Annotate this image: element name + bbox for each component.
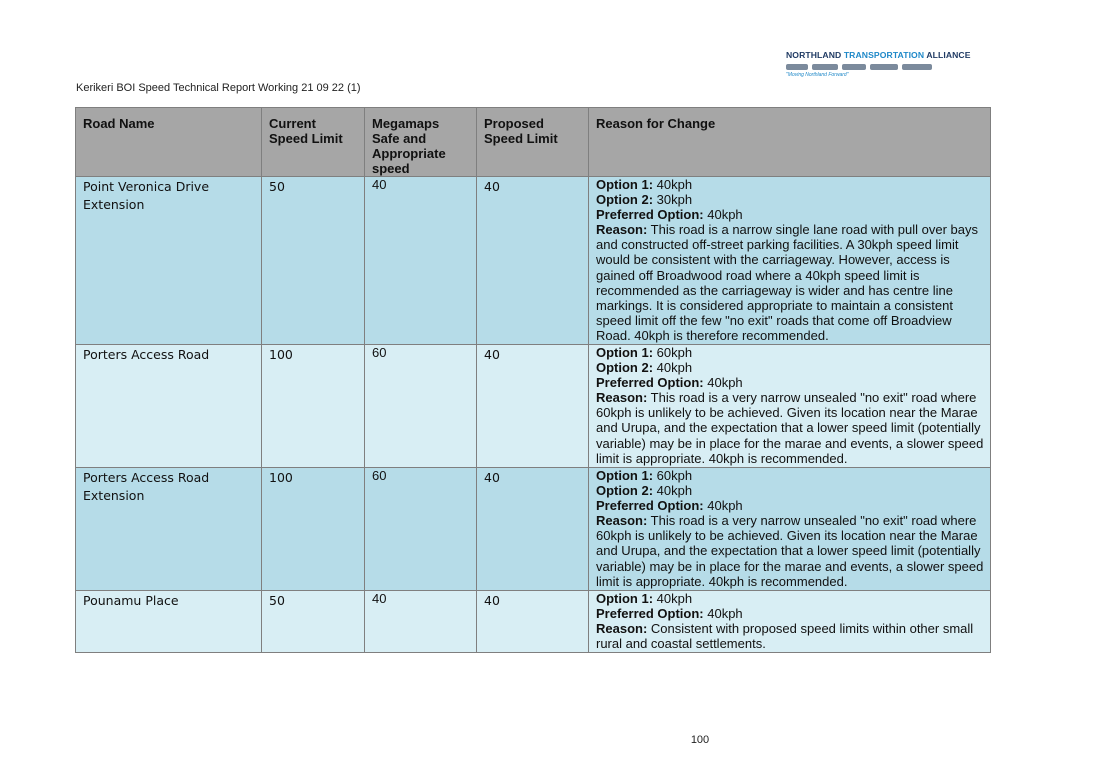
header-current-speed-limit: Current Speed Limit — [262, 108, 365, 177]
option-2-line: Option 2: 30kph — [596, 192, 693, 208]
option-1-line: Option 1: 60kph — [596, 468, 693, 483]
proposed-speed-cell: 40 — [477, 345, 589, 468]
preferred-option-line: Preferred Option: 40kph — [596, 207, 743, 223]
current-speed-cell: 50 — [262, 177, 365, 345]
header-road-name: Road Name — [76, 108, 262, 177]
document-title: Kerikeri BOI Speed Technical Report Working 21 09 22 (1) — [76, 82, 361, 94]
proposed-speed-cell: 40 — [477, 177, 589, 345]
megamaps-speed-cell: 60 — [365, 468, 477, 591]
megamaps-speed-cell: 40 — [365, 177, 477, 345]
option-1-line: Option 1: 60kph — [596, 345, 693, 360]
proposed-speed-cell: 40 — [477, 591, 589, 653]
proposed-speed-cell: 40 — [477, 468, 589, 591]
preferred-option-line: Preferred Option: 40kph — [596, 498, 743, 514]
reason-text: Reason: This road is a very narrow unsealed "no exit" road where 60kph is unlikely to be achieved. Given its location near the Marae and Urupa, and the expectation that a lower speed limit (potentially variable) may be in place for the marae and events, a slower speed limit is appropriate. 40kph is recommended. — [596, 390, 984, 466]
header-megamaps-speed: Megamaps Safe and Appropriate speed — [365, 108, 477, 177]
speed-limit-table — [75, 107, 991, 653]
road-name-cell: Point Veronica Drive Extension — [76, 177, 262, 345]
megamaps-speed-cell: 60 — [365, 345, 477, 468]
road-name-cell: Porters Access Road — [76, 345, 262, 468]
current-speed-cell: 100 — [262, 468, 365, 591]
reason-cell — [589, 591, 991, 653]
northland-transportation-alliance-logo — [786, 50, 971, 84]
road-name-cell: Pounamu Place — [76, 591, 262, 653]
table-row — [76, 468, 991, 591]
option-1-line: Option 1: 40kph — [596, 591, 693, 606]
header-proposed-speed-limit: Proposed Speed Limit — [477, 108, 589, 177]
reason-cell — [589, 345, 991, 468]
current-speed-cell: 100 — [262, 345, 365, 468]
current-speed-cell: 50 — [262, 591, 365, 653]
partner-logos — [786, 62, 956, 71]
logo-tagline: "Moving Northland Forward" — [786, 72, 849, 78]
option-2-line: Option 2: 40kph — [596, 360, 693, 376]
table-header-row — [76, 108, 991, 177]
table-row — [76, 177, 991, 345]
header-reason-for-change: Reason for Change — [589, 108, 991, 177]
road-name-cell: Porters Access Road Extension — [76, 468, 262, 591]
preferred-option-line: Preferred Option: 40kph — [596, 606, 743, 622]
reason-text: Reason: This road is a very narrow unsealed "no exit" road where 60kph is unlikely to be achieved. Given its location near the Marae and Urupa, and the expectation that a lower speed limit (potentially variable) may be in place for the marae and events, a slower speed limit is appropriate. 40kph is recommended. — [596, 513, 984, 589]
reason-text: Reason: This road is a narrow single lane road with pull over bays and constructed off-street parking facilities. A 30kph speed limit would be consistent with the carriageway. However, access is gained off Broadwood road where a 40kph speed limit is recommended as the carriageway is wider and has centre line markings. It is considered appropriate to maintain a consistent speed limit off the few "no exit" roads that come off Broadview Road. 40kph is therefore recommended. — [596, 222, 979, 343]
reason-text: Reason: Consistent with proposed speed limits within other small rural and coastal settlements. — [596, 621, 974, 652]
megamaps-speed-cell: 40 — [365, 591, 477, 653]
reason-cell — [589, 177, 991, 345]
reason-cell — [589, 468, 991, 591]
table-row — [76, 345, 991, 468]
table-row — [76, 591, 991, 653]
logo-brand-text: NORTHLAND TRANSPORTATION ALLIANCE — [786, 50, 971, 60]
page-number: 100 — [690, 734, 710, 746]
option-1-line: Option 1: 40kph — [596, 177, 693, 192]
preferred-option-line: Preferred Option: 40kph — [596, 375, 743, 391]
option-2-line: Option 2: 40kph — [596, 483, 693, 499]
